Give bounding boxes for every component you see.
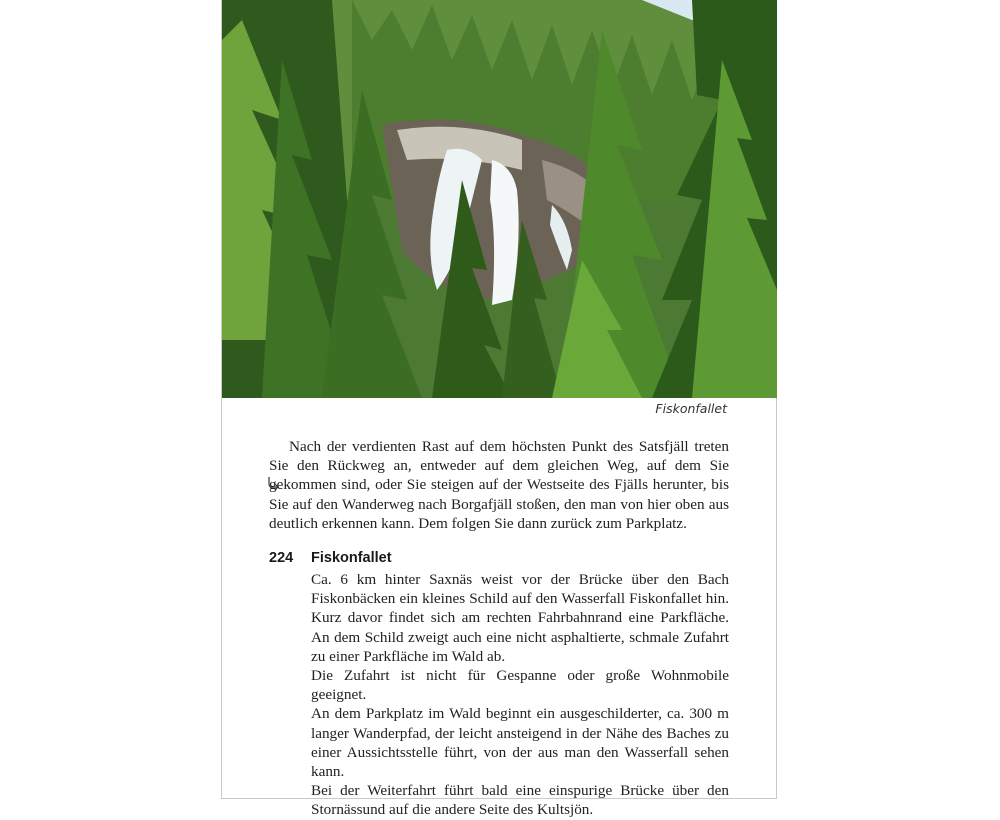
photo-caption: Fiskonfallet — [655, 401, 727, 416]
entry-number: 224 — [269, 550, 294, 566]
intro-text: Nach der verdienten Rast auf dem höchsten Punkt des Satsfjäll treten Sie den Rückweg an, entweder auf dem gleichen Weg, auf dem Sie gekommen sind, oder Sie steigen auf der Westseite des Fjälls herunter, bis Sie auf den Wanderweg nach Borgafjäll stoßen, den man von hier oben aus deutlich erkennen kann. Dem folgen Sie dann zurück zum Parkplatz. — [269, 438, 729, 532]
entry-body — [311, 570, 729, 820]
turn-arrow-icon — [266, 475, 282, 491]
waterfall-photo — [222, 0, 777, 398]
intro-block — [269, 437, 729, 533]
entry-heading — [269, 550, 392, 566]
entry-paragraph: Die Zufahrt ist nicht für Gespanne oder große Wohnmobile geeignet. — [311, 667, 729, 704]
intro-paragraph — [269, 437, 729, 533]
entry-paragraph: Bei der Weiterfahrt führt bald eine einspurige Brücke über den Stornässund auf die andere Seite des Kultsjön. — [311, 782, 729, 819]
entry-title: Fiskonfallet — [311, 550, 392, 566]
entry-paragraph: Ca. 6 km hinter Saxnäs weist vor der Brücke über den Bach Fiskonbäcken ein kleines Schild auf den Wasserfall Fiskonfallet hin. Kurz davor findet sich am rechten Fahrbahnrand eine Parkfläche. An dem Schild zweigt auch eine nicht asphaltierte, schmale Zufahrt zu einer Parkfläche im Wald ab. — [311, 571, 729, 665]
book-page — [221, 0, 777, 819]
entry-paragraph: An dem Parkplatz im Wald beginnt ein ausgeschilderter, ca. 300 m langer Wanderpfad, der leicht ansteigend in der Nähe des Baches zu einer Aussichtsstelle führt, von der aus man den Wasserfall sehen kann. — [311, 705, 729, 781]
